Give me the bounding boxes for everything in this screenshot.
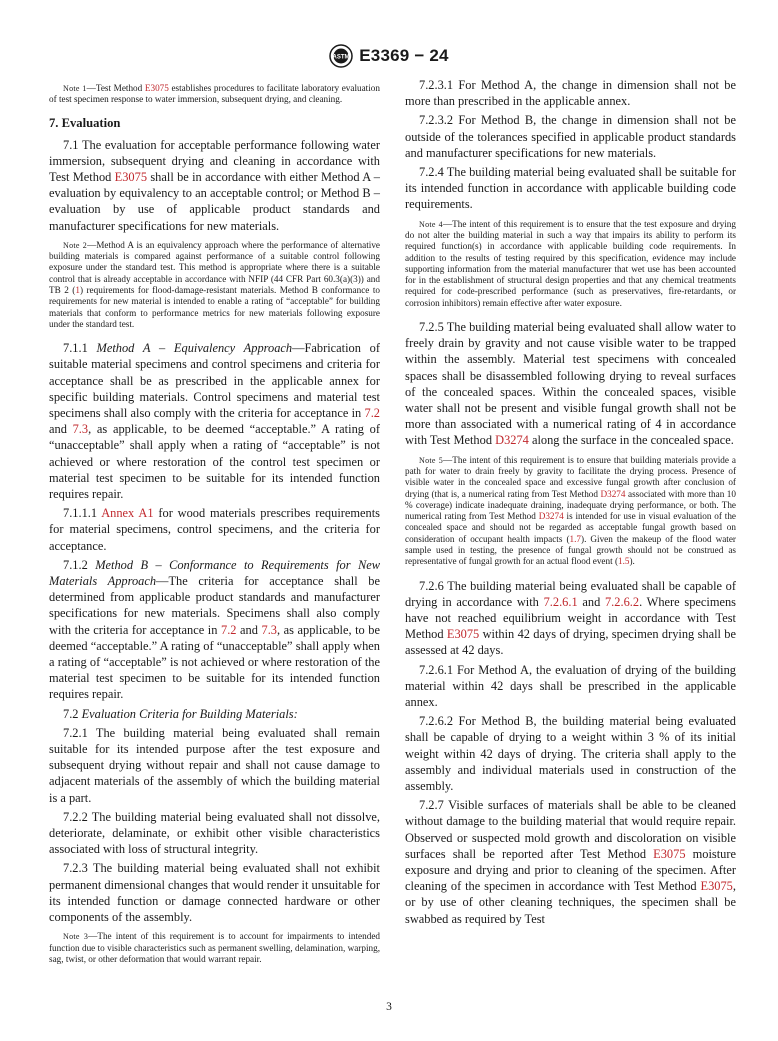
page-number: 3	[386, 1001, 392, 1013]
section-1-5-link[interactable]: 1.5	[618, 556, 630, 567]
section-7-3-link[interactable]: 7.3	[72, 422, 89, 437]
e3075-link[interactable]: E3075	[653, 846, 686, 861]
paragraph-7-1-1-1: 7.1.1.1 Annex A1 for wood materials prescribes requirements for material specimens, control specimens, and the criteria for acceptance.	[49, 506, 380, 553]
paragraph-7-2-3-1: 7.2.3.1 For Method A, the change in dimension shall not be more than prescribed in the applicable annex.	[405, 78, 736, 109]
page-header	[0, 44, 778, 68]
paragraph-7-2-3-2: 7.2.3.2 For Method B, the change in dimension shall not be outside of the tolerances specified in applicable product standards and manufacturer specifications for new materials.	[405, 113, 736, 160]
astm-logo-icon	[329, 44, 353, 68]
section-1-7-link[interactable]: 1.7	[569, 533, 582, 544]
e3075-link[interactable]: E3075	[114, 170, 148, 184]
paragraph-7-2-6-2: 7.2.6.2 For Method B, the building material being evaluated shall be capable of drying to a weight within 3 % of its initial weight within 42 days of drying. The criteria shall apply to the assembly and individual materials used in construction of the assembly.	[405, 714, 736, 794]
left-column	[49, 77, 380, 975]
d3274-link[interactable]: D3274	[600, 488, 626, 499]
paragraph-7-2-2: 7.2.2 The building material being evaluated shall not dissolve, deteriorate, delaminate, or exhibit other visible characteristics associated with loss of structural integrity.	[49, 809, 380, 857]
note-4: Note 4—The intent of this requirement is to ensure that the test exposure and drying do not alter the building material in such a way that impairs its ability to perform its required function(s) in accordance with applicable building code requirements. In addition to the results of testing required by this specification, evidence may include supporting information from the material manufacturer that wet use has been accounted for in the establishment of structural design properties and that any chemical treatments required for code-prescribed performance (such as preservatives, fire-retardants, or corrosion inhibitors) remain effective after water exposure.	[405, 218, 736, 308]
paragraph-7-2-7: 7.2.7 Visible surfaces of materials shall be able to be cleaned without damage to the building material that would require repair. Observed or suspected mold growth and discoloration on visible surfaces shall be reported after Test Method E3075 moisture exposure and drying and prior to cleaning of the specimen. After cleaning of the specimen in accordance with Test Method E3075, or by use of other cleaning techniques, the specimen shall be swabbed as required by Test	[405, 798, 736, 926]
note-2: Note 2—Method A is an equivalency approach where the performance of alternative building materials is compared against performance of a suitable control following exposure under the standard test. This method is appropriate where there is a suitable control that is already acceptable in accordance with NFIP (44 CFR Part 60.3(a)(3)) and TB 2 (1) requirements for flood-damage-resistant materials. Method B conformance to requirements for new material is intended to enable a rating of “acceptable” for building materials that conform to performance metrics for new materials following exposure under the standard test.	[49, 239, 380, 329]
paragraph-7-2-6-1: 7.2.6.1 For Method A, the evaluation of drying of the building material within 42 days shall be prescribed in the applicable annex.	[405, 662, 736, 710]
paragraph-7-2-4: 7.2.4 The building material being evaluated shall be suitable for its intended function in accordance with applicable building code requirements.	[405, 165, 736, 212]
e3075-link[interactable]: E3075	[144, 83, 169, 93]
annex-a1-link[interactable]: Annex A1	[101, 506, 154, 521]
section-7-2-6-1-link[interactable]: 7.2.6.1	[543, 594, 578, 609]
document-designation: E3369 − 24	[359, 46, 449, 65]
section-7-2-link[interactable]: 7.2	[364, 406, 380, 420]
section-7-3-link[interactable]: 7.3	[261, 622, 278, 637]
note-1: Note 1—Test Method E3075 establishes procedures to facilitate laboratory evaluation of test specimen response to water immersion, subsequent drying, and cleaning.	[49, 83, 380, 105]
section-7-2-link[interactable]: 7.2	[221, 622, 237, 637]
d3274-link[interactable]: D3274	[538, 511, 564, 522]
note-3: Note 3—The intent of this requirement is to account for impairments to intended function due to visible characteristics such as permanent swelling, delamination, warping, sag, twist, or other deformation that would warrant repair.	[49, 931, 380, 964]
paragraph-7-1-2: 7.1.2 Method B – Conformance to Requirements for New Materials Approach—The criteria for acceptance shall be determined from applicable product standards and manufacturer specifications for new materials. Specimens shall also comply with the criteria for acceptance in 7.2 and 7.3, as applicable, to be deemed “acceptable.” A rating of “unacceptable” shall apply when a rating of “acceptable” is not achieved or where restoration of the material test specimen to be suitable for its intended function requires repair.	[49, 557, 381, 702]
paragraph-7-2-5: 7.2.5 The building material being evaluated shall allow water to freely drain by gravity and not cause visible water to be trapped within the assembly. Material test specimens with concealed spaces shall be disassembled following drying to reveal surfaces of the concealed spaces. Within the concealed spaces, visible water shall not be present and visible fungal growth shall not be more than associated with a numerical rating of 4 in accordance with Test Method D3274 along the surface in the concealed space.	[405, 320, 736, 448]
paragraph-7-2-6: 7.2.6 The building material being evaluated shall be capable of drying in accordance with 7.2.6.1 and 7.2.6.2. Where specimens have not reached equilibrium weight in accordance with Test Method E3075 within 42 days of drying, specimen drying shall be assessed at 42 days.	[405, 578, 737, 658]
e3075-link[interactable]: E3075	[446, 627, 480, 642]
paragraph-7-1-1: 7.1.1 Method A – Equivalency Approach—Fabrication of suitable material specimens and control specimens and criteria for acceptance shall be as prescribed in the applicable annex for specific building materials. Control specimens and material test specimens shall also comply with the criteria for acceptance in 7.2 and 7.3, as applicable, to be deemed “acceptable.” A rating of “unacceptable” shall apply when a rating of “acceptable” is not achieved or where restoration of the control test specimen or material test specimen to be suitable for its intended function requires repair.	[49, 341, 380, 502]
d3274-link[interactable]: D3274	[495, 433, 529, 448]
svg-text:ASTM: ASTM	[332, 54, 350, 61]
paragraph-7-2-1: 7.2.1 The building material being evaluated shall remain suitable for its intended purpose after the test exposure and subsequent drying without repair and shall not cause damage to adjacent materials of the assembly of which the building material is a part.	[49, 725, 380, 805]
e3075-link[interactable]: E3075	[700, 879, 733, 894]
note-5: Note 5—The intent of this requirement is to ensure that building materials provide a path for water to drain freely by gravity to facilitate the drying process. Presence of visible water in the concealed space and excessive fungal growth after conclusion of drying (that is, a numerical rating from Test Method D3274 associated with more than 10 % coverage) indicate inadequate draining, inadequate drying performance, or both. The numerical rating from Test Method D3274 is intended for use in visual evaluation of the concealed space and should not be regarded as acceptable fungal growth based on consideration of occupant health impacts (1.7). Given the makeup of the flood water sample used in testing, the presence of fungal growth should not be construed as representative of fungal growth for an actual flood event (1.5).	[405, 454, 736, 567]
right-column	[405, 77, 736, 930]
paragraph-7-2-3: 7.2.3 The building material being evaluated shall not exhibit permanent dimensional changes that would render it unsuitable for its intended function or damage connected hardware or other components of the assembly.	[49, 861, 381, 925]
reference-1-link[interactable]: 1	[75, 285, 80, 295]
section-7-2-6-2-link[interactable]: 7.2.6.2	[604, 594, 640, 609]
paragraph-7-2: 7.2 Evaluation Criteria for Building Materials:	[63, 706, 298, 721]
section-7-heading: 7. Evaluation	[49, 115, 121, 130]
paragraph-7-1: 7.1 The evaluation for acceptable performance following water immersion, subsequent drying and cleaning in accordance with Test Method E3075 shall be in accordance with either Method A – evaluation by equivalency to an acceptable control; or Method B – evaluation by use of applicable product standards and manufacturer specifications for new materials.	[49, 137, 380, 233]
